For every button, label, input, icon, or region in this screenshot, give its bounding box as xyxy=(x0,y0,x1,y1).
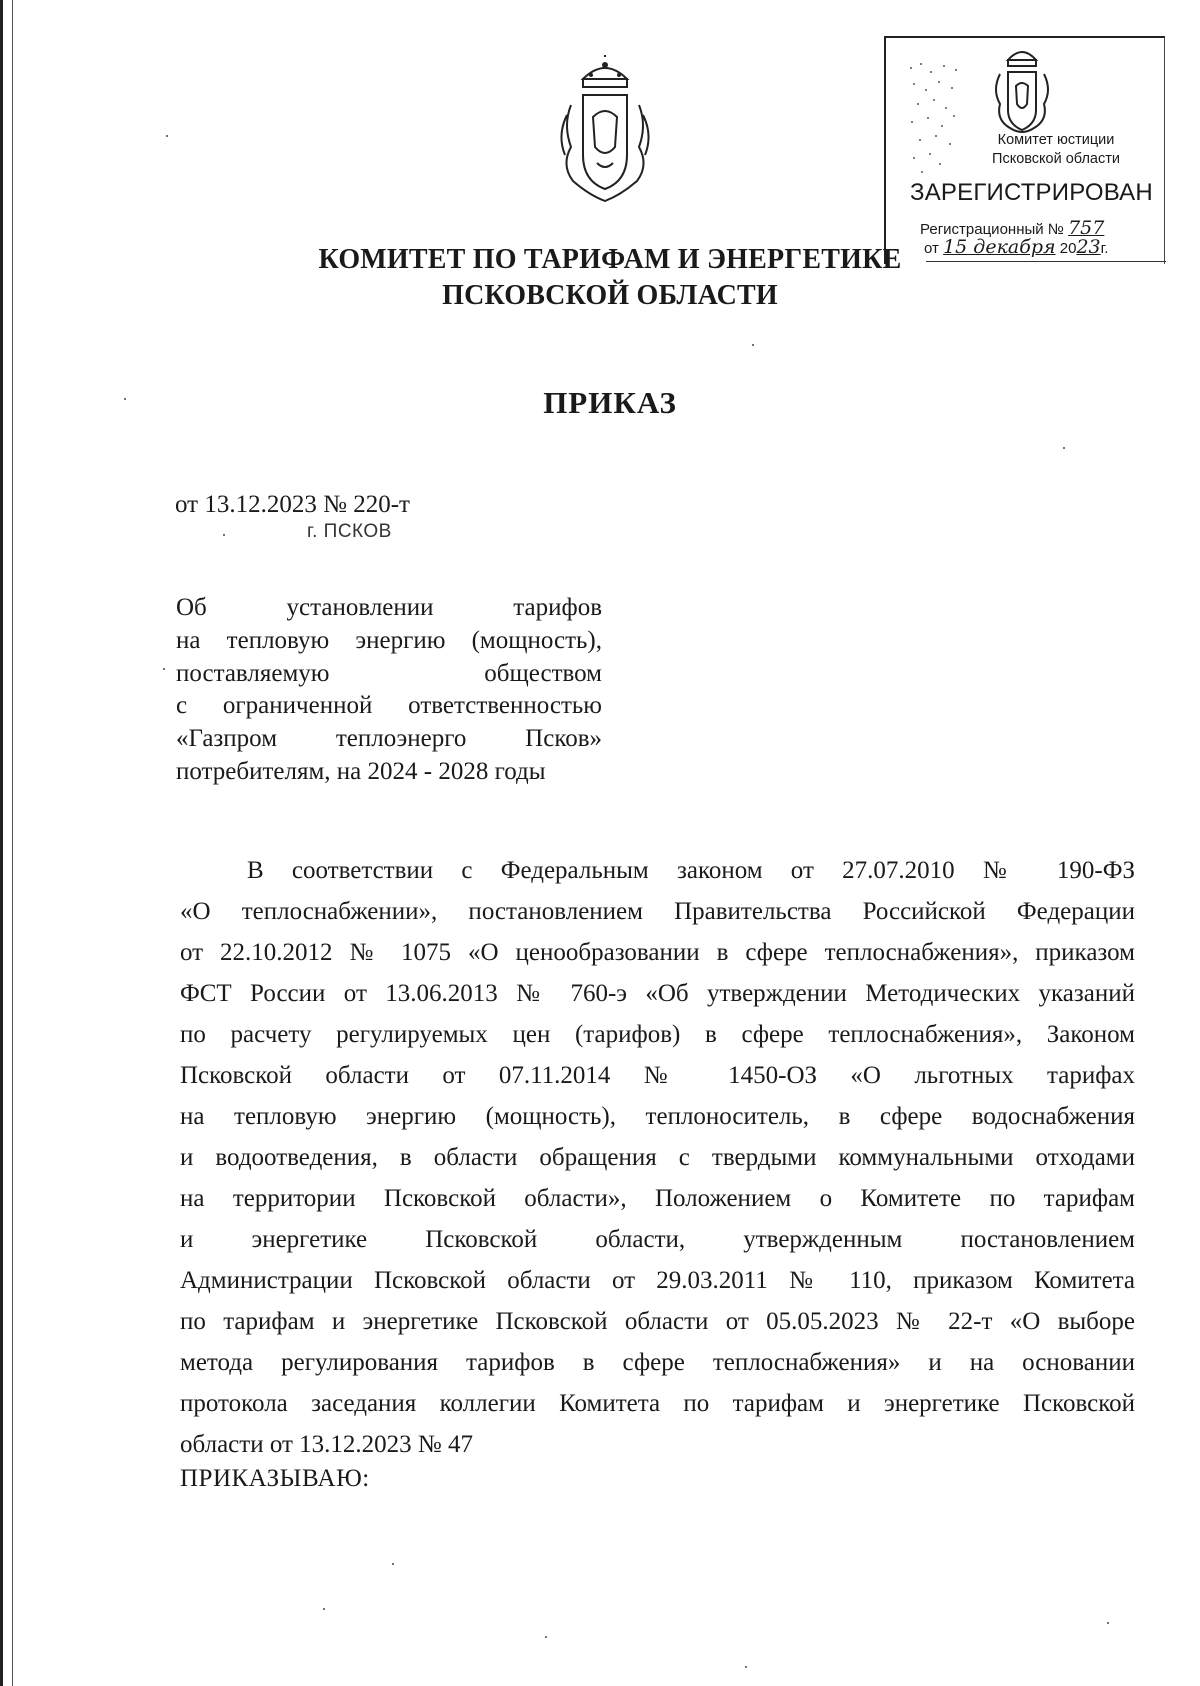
scan-speck xyxy=(124,398,126,400)
subject-line: с ограниченной ответственностью xyxy=(176,692,602,720)
document-city: г. ПСКОВ xyxy=(307,521,392,542)
scan-speck xyxy=(745,1666,747,1668)
org-title-line1: КОМИТЕТ ПО ТАРИФАМ И ЭНЕРГЕТИКЕ xyxy=(318,244,902,275)
stamp-org-line2: Псковской области xyxy=(992,151,1120,167)
org-title-line2: ПСКОВСКОЙ ОБЛАСТИ xyxy=(442,280,778,311)
document-date-number: от 13.12.2023 № 220-т xyxy=(175,491,410,518)
body-line: В соответствии с Федеральным законом от 27.07.2010 № 190-ФЗ xyxy=(247,857,1135,884)
body-line: «О теплоснабжении», постановлением Правительства Российской Федерации xyxy=(180,898,1135,925)
body-line: и водоотведения, в области обращения с твердыми коммунальными отходами xyxy=(180,1144,1135,1171)
stamp-date-handwritten: 15 декабря xyxy=(943,236,1056,258)
stamp-reg-label: Регистрационный № xyxy=(920,221,1064,238)
body-line: ФСТ России от 13.06.2013 № 760-э «Об утверждении Методических указаний xyxy=(180,980,1135,1007)
body-line: и энергетике Псковской области, утвержденным постановлением xyxy=(180,1226,1135,1253)
scan-speck xyxy=(545,1636,547,1638)
stamp-registration-date xyxy=(924,236,1108,258)
stamp-coat-of-arms xyxy=(986,44,1058,140)
stamp-reg-number-handwritten: 757 xyxy=(1068,217,1105,239)
page-left-edge xyxy=(0,0,3,1686)
registration-stamp xyxy=(884,36,1165,264)
scan-speck xyxy=(752,344,754,346)
subject-line: Об установлении тарифов xyxy=(176,594,602,621)
stamp-divider xyxy=(926,261,1166,262)
subject-line: «Газпром теплоэнерго Псков» xyxy=(176,725,602,753)
document-type: ПРИКАЗ xyxy=(543,385,677,420)
order-directive: ПРИКАЗЫВАЮ: xyxy=(180,1465,370,1492)
stamp-year-handwritten: 23 xyxy=(1076,236,1101,258)
body-line: от 22.10.2012 № 1075 «О ценообразовании в сфере теплоснабжения», приказом xyxy=(180,939,1135,966)
subject-line: на тепловую энергию (мощность), xyxy=(176,626,602,654)
scan-speck xyxy=(392,1563,394,1565)
stamp-date-prefix: от xyxy=(924,240,939,257)
scan-speck xyxy=(323,1608,325,1610)
stamp-organization xyxy=(956,131,1156,169)
body-line: протокола заседания коллегии Комитета по тарифам и энергетике Псковской xyxy=(180,1390,1135,1417)
document-subject xyxy=(176,592,602,789)
scan-speck xyxy=(1063,447,1065,449)
scan-speck xyxy=(166,135,168,137)
organization-title xyxy=(300,242,920,314)
body-line: области от 13.12.2023 № 47 xyxy=(180,1431,474,1458)
body-line: Псковской области от 07.11.2014 № 1450-ОЗ «О льготных тарифах xyxy=(180,1062,1135,1089)
body-line: на тепловую энергию (мощность), теплоноситель, в сфере водоснабжения xyxy=(180,1103,1135,1130)
subject-line: поставляемую обществом xyxy=(176,659,602,687)
body-line: на территории Псковской области», Положением о Комитете по тарифам xyxy=(180,1185,1135,1212)
page-scan-line xyxy=(12,0,13,1686)
scan-speck xyxy=(223,534,225,536)
coat-of-arms-emblem xyxy=(553,55,657,205)
body-line: метода регулирования тарифов в сфере теплоснабжения» и на основании xyxy=(180,1349,1135,1376)
body-line: по расчету регулируемых цен (тарифов) в сфере теплоснабжения», Законом xyxy=(180,1021,1135,1048)
body-line: Администрации Псковской области от 29.03.2011 № 110, приказом Комитета xyxy=(180,1267,1135,1294)
stamp-status: ЗАРЕГИСТРИРОВАН xyxy=(910,179,1153,206)
scan-speck xyxy=(1107,1622,1109,1624)
document-body xyxy=(180,850,1135,1465)
stamp-org-line1: Комитет юстиции xyxy=(997,132,1115,148)
body-line: по тарифам и энергетике Псковской области от 05.05.2023 № 22-т «О выборе xyxy=(180,1308,1135,1335)
subject-line: потребителям, на 2024 - 2028 годы xyxy=(176,757,546,785)
stamp-year-prefix: 20 xyxy=(1059,240,1077,257)
stamp-year-unit: г. xyxy=(1100,240,1109,257)
scan-speck xyxy=(163,668,165,670)
